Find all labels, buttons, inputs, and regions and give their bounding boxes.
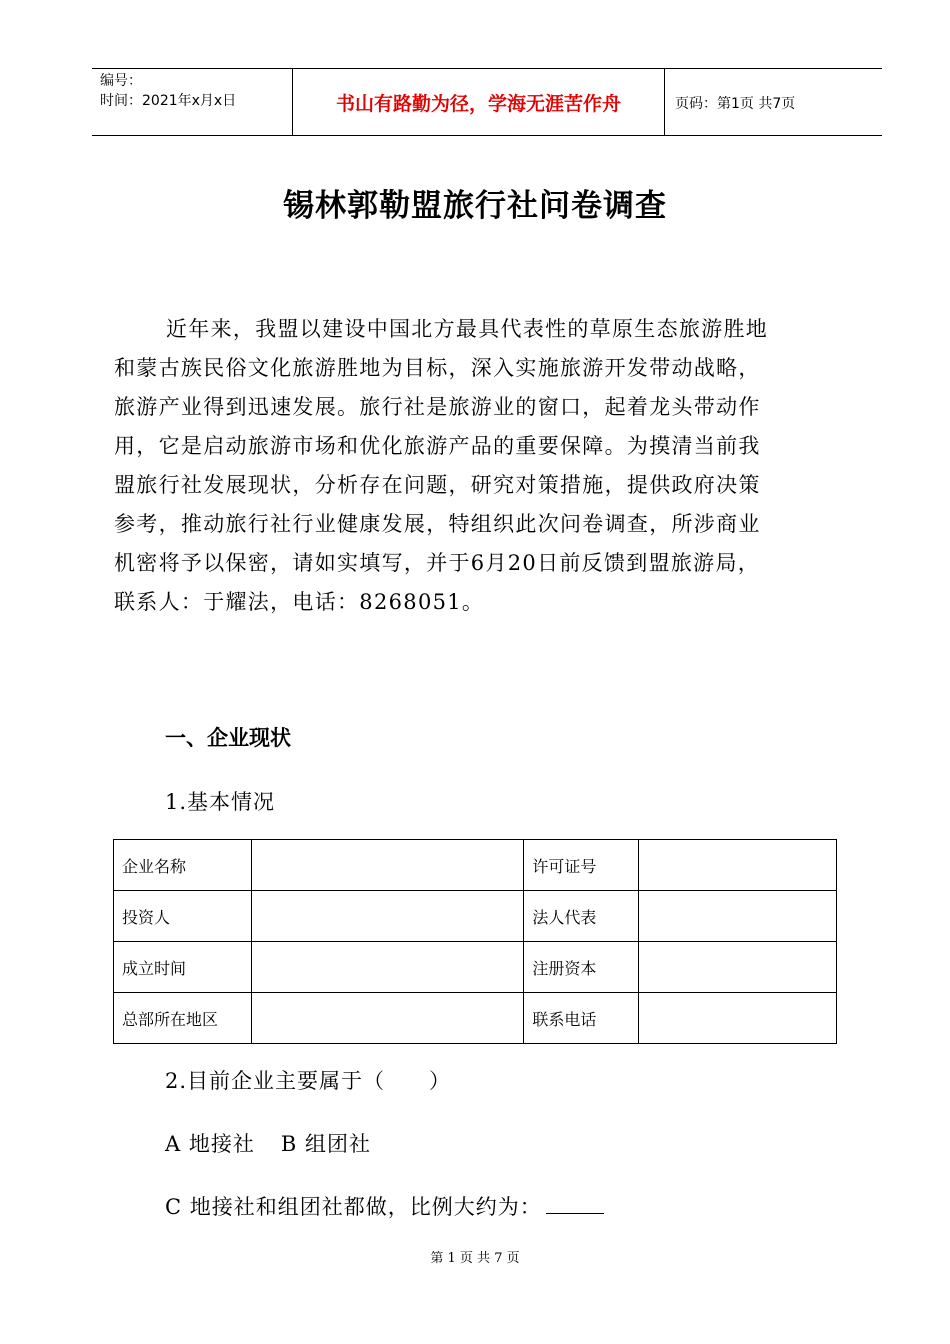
intro-paragraph [114,310,874,622]
header-page-info [665,69,882,136]
table-row [114,993,837,1044]
page-footer: 第 1 页 共 7 页 [430,1251,520,1266]
intro-line: 参考，推动旅行社行业健康发展，特组织此次问卷调查，所涉商业 [114,512,761,536]
motto-text: 书山有路勤为径，学海无涯苦作舟 [335,93,621,115]
header-meta [92,69,293,136]
input-company-name[interactable] [251,840,524,891]
input-registered-capital[interactable] [639,942,837,993]
header-band [92,68,882,136]
option-b[interactable]: B 组团社 [280,1132,371,1156]
subsection-basic-info: 1.基本情况 [165,790,276,814]
input-investor[interactable] [251,891,524,942]
table-row [114,891,837,942]
label-investor: 投资人 [114,891,252,942]
table-row [114,840,837,891]
intro-line: 近年来，我盟以建设中国北方最具代表性的草原生态旅游胜地 [166,317,769,341]
ratio-blank-field[interactable] [546,1192,604,1214]
intro-line: 盟旅行社发展现状，分析存在问题，研究对策措施，提供政府决策 [114,473,761,497]
intro-line: 旅游产业得到迅速发展。旅行社是旅游业的窗口，起着龙头带动作 [114,395,761,419]
input-contact-phone[interactable] [639,993,837,1044]
label-legal-representative: 法人代表 [524,891,639,942]
question-2-options-ab [165,1128,371,1158]
option-c[interactable]: C 地接社和组团社都做，比例大约为： [165,1195,542,1219]
label-founding-date: 成立时间 [114,942,252,993]
input-license-number[interactable] [639,840,837,891]
intro-line: 和蒙古族民俗文化旅游胜地为目标，深入实施旅游开发带动战略， [114,356,761,380]
header-motto [293,69,665,136]
serial-number-label: 编号： [100,73,142,89]
option-a[interactable]: A 地接社 [165,1132,255,1156]
input-headquarters-region[interactable] [251,993,524,1044]
section-heading-enterprise-status: 一、企业现状 [165,726,291,750]
question-2-option-c [165,1191,604,1221]
label-company-name: 企业名称 [114,840,252,891]
basic-info-table [113,839,837,1044]
date-label: 时间：2021年x月x日 [100,93,237,109]
intro-line: 用，它是启动旅游市场和优化旅游产品的重要保障。为摸清当前我 [114,434,761,458]
input-legal-representative[interactable] [639,891,837,942]
intro-line: 机密将予以保密，请如实填写，并于6月20日前反馈到盟旅游局， [114,551,761,575]
input-founding-date[interactable] [251,942,524,993]
table-row [114,942,837,993]
page-info-text: 页码：第1页 共7页 [675,95,796,112]
question-2-text: 2.目前企业主要属于（ ） [165,1069,452,1093]
label-contact-phone: 联系电话 [524,993,639,1044]
label-headquarters-region: 总部所在地区 [114,993,252,1044]
label-license-number: 许可证号 [524,840,639,891]
document-title: 锡林郭勒盟旅行社问卷调查 [283,188,667,224]
intro-line: 联系人：于耀法，电话：8268051。 [114,590,485,614]
label-registered-capital: 注册资本 [524,942,639,993]
